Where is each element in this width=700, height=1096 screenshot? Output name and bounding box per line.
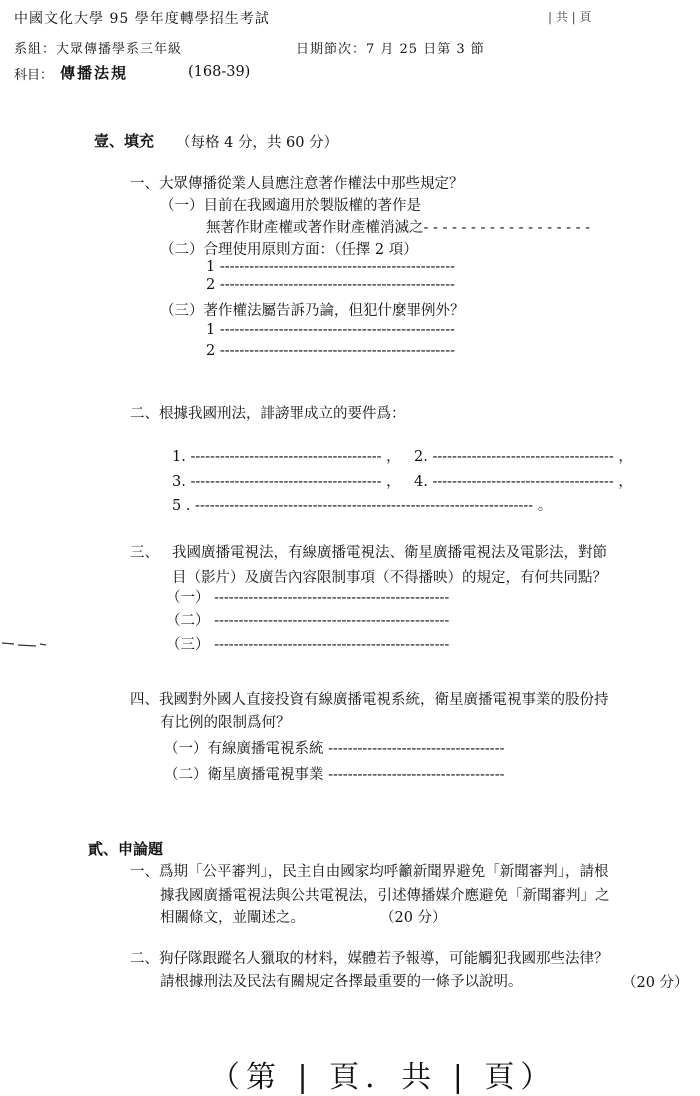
q1-a2: （二）合理使用原則方面：（任擇 2 項） — [160, 242, 418, 258]
part1-score: （每格 4 分，共 60 分） — [176, 135, 339, 151]
q4-d1: （一）有線廣播電視系統 ------------------------------------ — [164, 741, 505, 757]
q3-num: 三、 — [130, 545, 159, 561]
essay1-score: （20 分） — [380, 910, 447, 926]
q2-b1: 1. --------------------------------------- ， — [172, 449, 401, 465]
q1-a3-2: 2 ------------------------------------------------ — [206, 343, 456, 359]
department-line: 系組：大眾傳播學系三年級 — [14, 42, 183, 57]
q1-a3-1: 1 ------------------------------------------------ — [206, 322, 456, 338]
subject-name: 傳播法規 — [60, 64, 129, 82]
exam-title: 中國文化大學 95 學年度轉學招生考試 — [14, 11, 270, 27]
q1-a2-2: 2 ------------------------------------------------ — [206, 277, 456, 293]
subject-label: 科目： — [14, 68, 54, 83]
date-line: 日期節次：7 月 25 日第 3 節 — [296, 42, 485, 57]
q4-d2: （二）衛星廣播電視事業 ------------------------------------ — [164, 767, 505, 783]
essay1-line3: 相關條文，並闡述之。 — [160, 910, 305, 926]
essay2-score: （20 分） — [622, 975, 689, 991]
scan-mark-graphic — [0, 641, 48, 647]
page-number: （第 | 頁．共 | 頁） — [210, 1060, 557, 1095]
q4-text-line1: 四、我國對外國人直接投資有線廣播電視系統，衛星廣播電視事業的股份持 — [130, 692, 609, 708]
corner-mark: | 共 | 頁 — [548, 10, 592, 24]
q3-c2: （二） ------------------------------------------------ — [166, 613, 450, 629]
q2-b4: 4. ------------------------------------- ， — [414, 474, 633, 490]
q2-b2: 2. ------------------------------------- ， — [414, 449, 633, 465]
q1-a1b: 無著作財產權或著作財產權消滅之- - - - - - - - - - - - - - - - - - — [206, 220, 591, 236]
q1-a3: （三）著作權法屬告訴乃論，但犯什麼罪例外？ — [160, 303, 465, 319]
scan-artifact — [0, 632, 48, 636]
q2-b3: 3. --------------------------------------- ， — [172, 474, 401, 490]
q1-a2-1: 1 ------------------------------------------------ — [206, 259, 456, 275]
q3-c1: （一） ------------------------------------------------ — [166, 590, 450, 606]
q2-b5: 5 . --------------------------------------------------------------------- 。 — [172, 498, 553, 514]
essay2-line2: 請根據刑法及民法有關規定各擇最重要的一條予以說明。 — [160, 974, 523, 990]
q3-text-line2: 目（影片）及廣告內容限制事項（不得播映）的規定，有何共同點？ — [172, 570, 607, 586]
q3-text-line1: 我國廣播電視法，有線廣播電視法、衛星廣播電視法及電影法，對節 — [172, 545, 607, 561]
q1-a1: （一）目前在我國適用於製版權的著作是 — [160, 198, 421, 214]
q2-text: 二、根據我國刑法，誹謗罪成立的要件爲： — [130, 406, 406, 422]
part1-title: 壹、填充 — [94, 132, 155, 150]
q3-c3: （三） ------------------------------------------------ — [166, 637, 450, 653]
q4-text-line2: 有比例的限制爲何？ — [160, 715, 291, 731]
subject-code: (168-39) — [188, 64, 251, 80]
essay1-line2: 據我國廣播電視法與公共電視法，引述傳播媒介應避免「新聞審判」之 — [160, 888, 610, 904]
essay1-line1: 一、爲期「公平審判」，民主自由國家均呼籲新聞界避免「新聞審判」，請根 — [130, 864, 609, 880]
essay2-line1: 二、狗仔隊跟蹤名人獵取的材料，媒體若予報導，可能觸犯我國那些法律？ — [130, 951, 609, 967]
q1-text: 一、大眾傳播從業人員應注意著作權法中那些規定？ — [130, 176, 464, 192]
part2-title: 貳、申論題 — [88, 840, 164, 858]
